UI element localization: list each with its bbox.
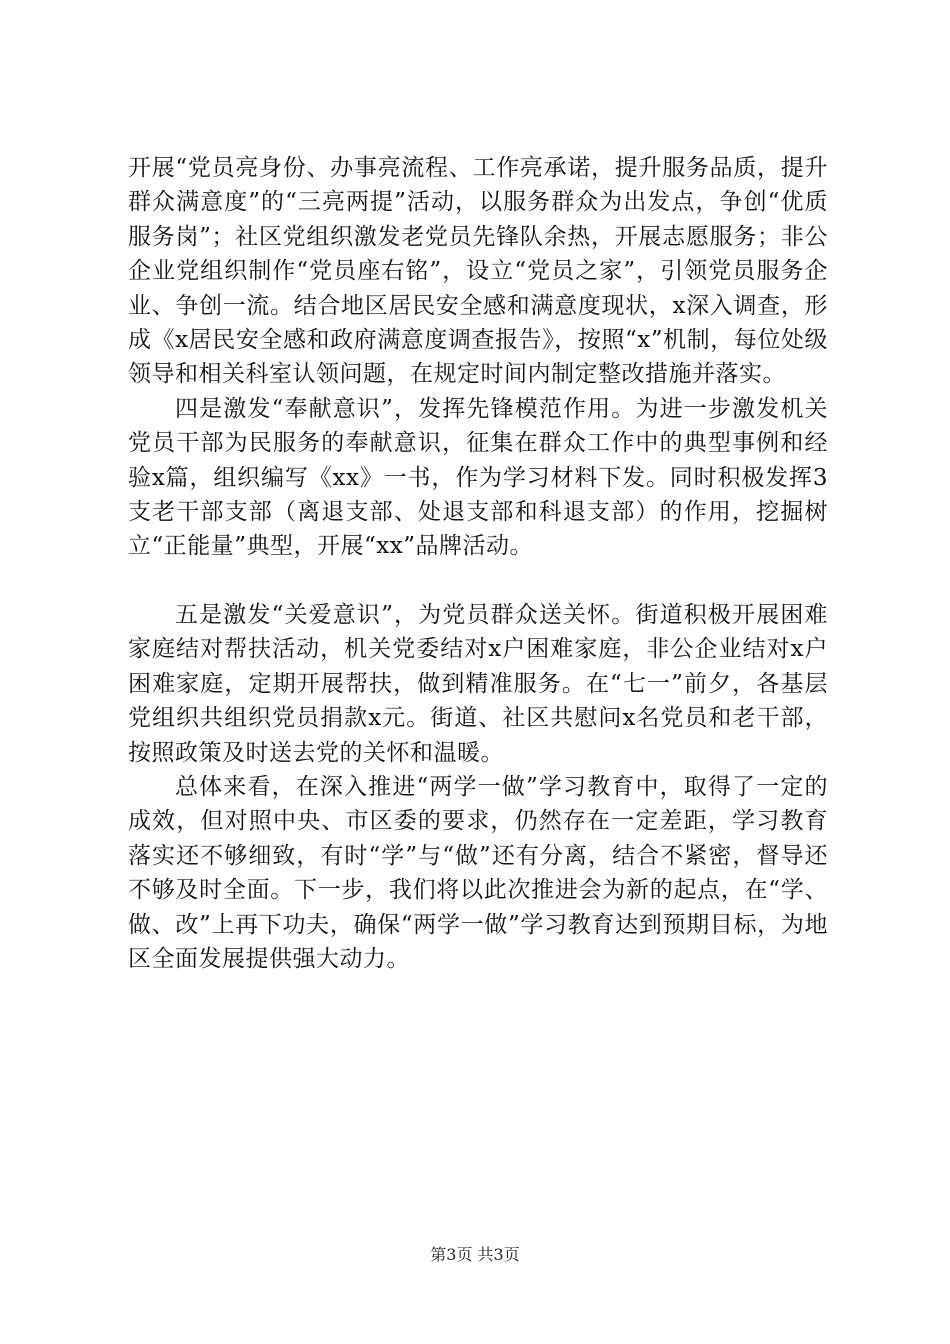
document-body xyxy=(128,151,828,976)
paragraph-spacer xyxy=(128,564,828,598)
paragraph-dedication-awareness: 四是激发“奉献意识”，发挥先锋模范作用。为进一步激发机关党员干部为民服务的奉献意识，征集在群众工作中的典型事例和经验x篇，组织编写《xx》一书，作为学习材料下发。同时积极发挥3支老干部支部（离退支部、处退支部和科退支部）的作用，挖掘树立“正能量”典型，开展“xx”品牌活动。 xyxy=(128,395,828,560)
paragraph-summary: 总体来看，在深入推进“两学一做”学习教育中，取得了一定的成效，但对照中央、市区委的要求，仍然存在一定差距，学习教育落实还不够细致，有时“学”与“做”还有分离，结合不紧密，督导还不够及时全面。下一步，我们将以此次推进会为新的起点，在“学、做、改”上再下功夫，确保“两学一做”学习教育达到预期目标，为地区全面发展提供强大动力。 xyxy=(128,773,828,972)
paragraph-service-activities: 开展“党员亮身份、办事亮流程、工作亮承诺，提升服务品质，提升群众满意度”的“三亮两提”活动，以服务群众为出发点，争创“优质服务岗”；社区党组织激发老党员先锋队余热，开展志愿服务；非公企业党组织制作“党员座右铭”，设立“党员之家”，引领党员服务企业、争创一流。结合地区居民安全感和满意度现状，x深入调查，形成《x居民安全感和政府满意度调查报告》，按照“x”机制，每位处级领导和相关科室认领问题，在规定时间内制定整改措施并落实。 xyxy=(128,155,828,388)
paragraph-care-awareness: 五是激发“关爱意识”，为党员群众送关怀。街道积极开展困难家庭结对帮扶活动，机关党委结对x户困难家庭，非公企业结对x户困难家庭，定期开展帮扶，做到精准服务。在“七一”前夕，各基层党组织共组织党员捐款x元。街道、社区共慰问x名党员和老干部，按照政策及时送去党的关怀和温暖。 xyxy=(128,601,828,766)
page-number-footer: 第3页 共3页 xyxy=(430,1245,520,1264)
